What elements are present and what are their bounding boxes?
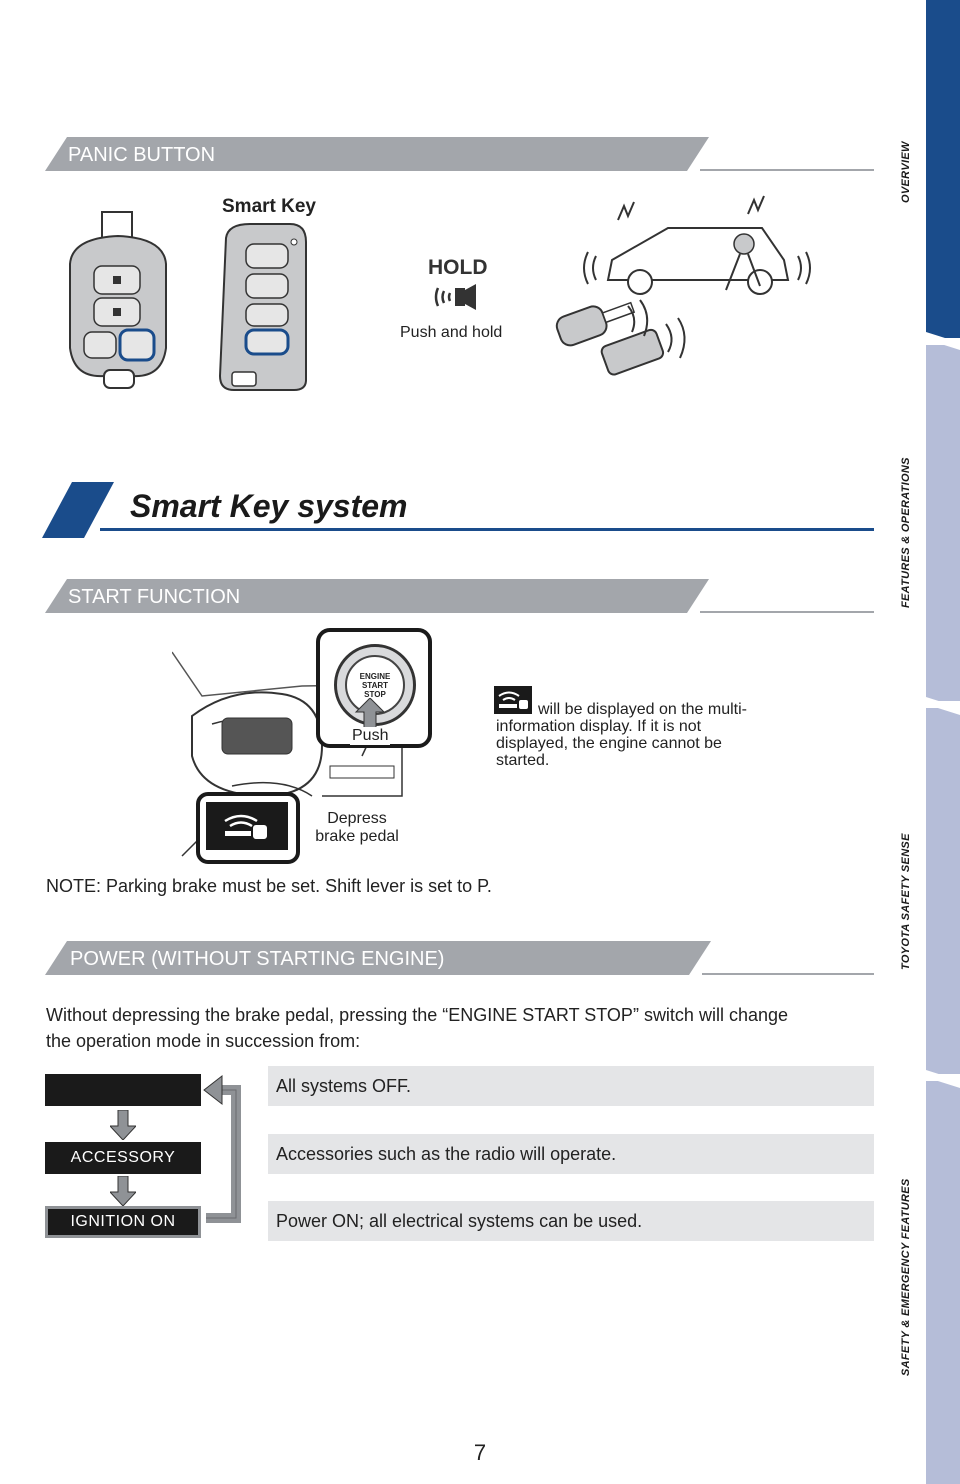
side-label-features: FEATURES & OPERATIONS: [900, 457, 912, 608]
vehicle-alarm-illustration: [548, 190, 828, 390]
mode-accessory-box: ACCESSORY: [45, 1142, 201, 1174]
cycle-back-arrow-icon: [202, 1072, 246, 1230]
hold-label: HOLD: [428, 256, 488, 279]
mode-accessory-description: Accessories such as the radio will operate.: [268, 1134, 874, 1174]
push-hold-text: Push and hold: [400, 324, 503, 341]
depress-line-2: brake pedal: [315, 828, 399, 845]
side-tab-safety[interactable]: [926, 1081, 960, 1484]
side-tab-features[interactable]: [926, 345, 960, 701]
smart-key-illustration: [210, 220, 312, 396]
panic-heading: PANIC BUTTON: [68, 144, 216, 166]
info-line-1: will be displayed on the multi-: [538, 701, 747, 718]
smart-key-label: Smart Key: [222, 196, 316, 217]
side-label-safety: SAFETY & EMERGENCY FEATURES: [900, 1178, 912, 1376]
start-heading: START FUNCTION: [68, 586, 241, 608]
start-label: START: [361, 680, 389, 690]
push-label: Push: [352, 727, 389, 744]
smart-key-indicator: [206, 802, 288, 850]
power-rule: [702, 973, 874, 975]
side-label-tss: TOYOTA SAFETY SENSE: [900, 833, 912, 970]
stop-label: STOP: [364, 689, 386, 699]
mode-off-description: All systems OFF.: [268, 1066, 874, 1106]
start-rule: [700, 611, 874, 613]
start-note: NOTE: Parking brake must be set. Shift lever is set to P.: [46, 876, 492, 896]
page-number: 7: [473, 1440, 487, 1465]
power-intro: [46, 1002, 788, 1054]
depress-label: [302, 810, 412, 846]
side-label-overview: OVERVIEW: [900, 141, 912, 203]
page-title: Smart Key system: [130, 488, 408, 524]
power-intro-line-2: the operation mode in succession from:: [46, 1031, 361, 1051]
info-text: [496, 701, 786, 769]
mode-ignition-description: Power ON; all electrical systems can be used.: [268, 1201, 874, 1241]
mode-off-box: [45, 1074, 201, 1106]
down-arrow-icon: [110, 1110, 136, 1140]
info-line-3: displayed, the engine cannot be: [496, 735, 722, 752]
key-indicator-icon: [219, 811, 275, 841]
title-rule: [100, 528, 874, 531]
power-heading: POWER (WITHOUT STARTING ENGINE): [70, 948, 445, 970]
key-fob-illustration: [62, 208, 174, 396]
mode-ignition-box: IGNITION ON: [45, 1206, 201, 1238]
depress-line-1: Depress: [327, 810, 387, 827]
info-line-4: started.: [496, 752, 550, 769]
side-tab-overview[interactable]: [926, 0, 960, 338]
engine-label: ENGINE: [359, 671, 391, 681]
down-arrow-icon: [110, 1176, 136, 1206]
info-line-2: information display. If it is not: [496, 718, 702, 735]
panic-horn-icon: [434, 282, 480, 312]
push-arrow-icon: [354, 698, 386, 728]
panic-rule: [700, 169, 874, 171]
power-intro-line-1: Without depressing the brake pedal, pressing the “ENGINE START STOP” switch will change: [46, 1005, 788, 1025]
side-tab-tss[interactable]: [926, 708, 960, 1074]
